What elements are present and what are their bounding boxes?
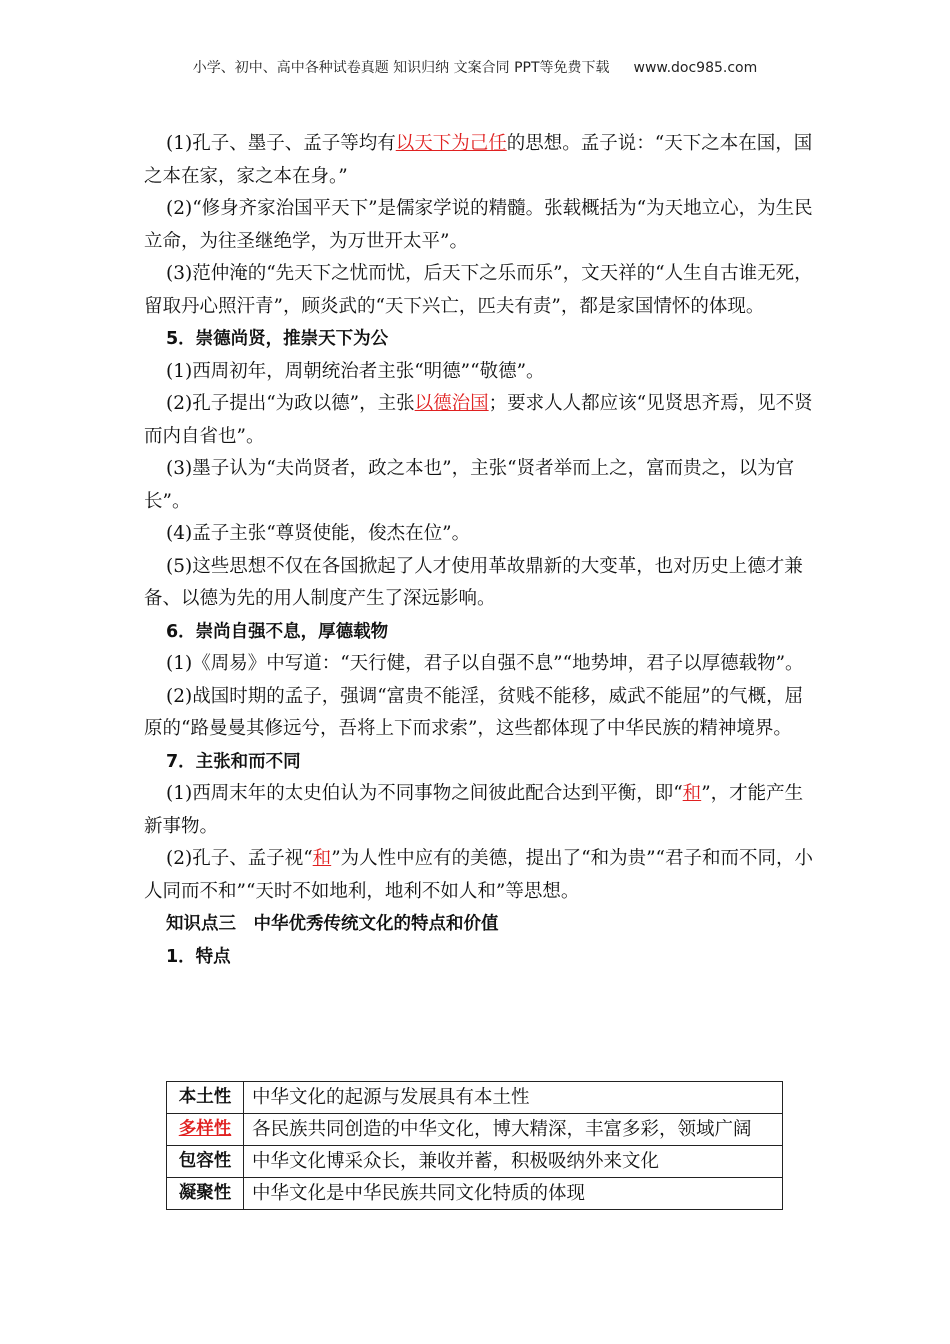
highlight-keyword: 和 — [682, 783, 702, 804]
trait-description: 中华文化博采众长，兼收并蓄，积极吸纳外来文化 — [244, 1146, 783, 1178]
header-site-link[interactable]: www.doc985.com — [633, 60, 758, 76]
section5-paragraph-2 — [144, 388, 814, 453]
section7-paragraph-1 — [144, 778, 814, 843]
trait-description: 中华文化的起源与发展具有本土性 — [244, 1082, 783, 1114]
section5-paragraph-4: (4)孟子主张“尊贤使能，俊杰在位”。 — [166, 523, 471, 544]
table-row — [167, 1082, 783, 1114]
trait-term — [167, 1114, 244, 1146]
trait-description: 各民族共同创造的中华文化，博大精深，丰富多彩，领域广阔 — [244, 1114, 783, 1146]
table-row — [167, 1146, 783, 1178]
text-segment: (1)西周末年的太史伯认为不同事物之间彼此配合达到平衡，即“ — [166, 783, 683, 804]
text-segment: (2)孔子提出“为政以德”，主张 — [166, 393, 415, 414]
section7-paragraph-2 — [144, 843, 814, 908]
section5-paragraph-3: (3)墨子认为“夫尚贤者，政之本也”，主张“贤者举而上之，富而贵之，以为官长”。 — [144, 458, 795, 512]
section6-heading: 6．崇尚自强不息，厚德载物 — [166, 621, 389, 642]
table-row — [167, 1114, 783, 1146]
trait-term: 包容性 — [167, 1146, 244, 1178]
section5-paragraph-1: (1)西周初年，周朝统治者主张“明德”“敬德”。 — [166, 360, 545, 382]
trait-term: 凝聚性 — [167, 1178, 244, 1210]
text-segment: ；要求人人都应该“见贤思齐焉，见不贤而内自省也”。 — [144, 393, 813, 447]
section4-paragraph-1 — [144, 128, 814, 193]
trait-term: 本土性 — [167, 1082, 244, 1114]
table-row — [167, 1178, 783, 1210]
highlight-keyword: 以德治国 — [414, 393, 489, 414]
text-segment: 的思想。孟子说：“天下之本在国，国之本在家，家之本在身。” — [144, 133, 813, 187]
knowledge3-subheading: 1．特点 — [166, 946, 231, 967]
traits-table — [166, 1081, 783, 1210]
section6-paragraph-1: (1)《周易》中写道：“天行健，君子以自强不息”“地势坤，君子以厚德载物”。 — [166, 653, 804, 674]
section6-paragraph-2: (2)战国时期的孟子，强调“富贵不能淫，贫贱不能移，威武不能屈”的气概，屈原的“路曼曼其修远兮，吾将上下而求索”，这些都体现了中华民族的精神境界。 — [144, 685, 804, 739]
section4-paragraph-2: (2)“修身齐家治国平天下”是儒家学说的精髓。张载概括为“为天地立心，为生民立命，为往圣继绝学，为万世开太平”。 — [144, 198, 813, 252]
text-segment: (1)孔子、墨子、孟子等均有 — [166, 133, 396, 154]
text-segment: ”为人性中应有的美德，提出了“和为贵”“君子和而不同，小人同而不和”“天时不如地利，地利不如人和”等思想。 — [144, 848, 814, 902]
section7-heading: 7．主张和而不同 — [166, 751, 301, 772]
highlight-keyword: 多样性 — [178, 1119, 232, 1139]
knowledge3-heading: 知识点三 中华优秀传统文化的特点和价值 — [166, 914, 499, 934]
page-header — [0, 57, 950, 77]
section5-paragraph-5: (5)这些思想不仅在各国掀起了人才使用革故鼎新的大变革，也对历史上德才兼备、以德为先的用人制度产生了深远影响。 — [144, 555, 803, 609]
section5-heading: 5．崇德尚贤，推崇天下为公 — [166, 329, 389, 349]
text-segment: (2)孔子、孟子视“ — [166, 848, 313, 869]
trait-description: 中华文化是中华民族共同文化特质的体现 — [244, 1178, 783, 1210]
document-body — [144, 128, 814, 973]
highlight-keyword: 以天下为己任 — [395, 133, 507, 154]
header-title: 小学、初中、高中各种试卷真题 知识归纳 文案合同 PPT等免费下载 — [192, 60, 610, 76]
highlight-keyword: 和 — [312, 848, 332, 869]
text-segment: ”，才能产生新事物。 — [144, 783, 804, 837]
section4-paragraph-3: (3)范仲淹的“先天下之忧而忧，后天下之乐而乐”，文天祥的“人生自古谁无死，留取丹心照汗青”，顾炎武的“天下兴亡，匹夫有责”，都是家国情怀的体现。 — [144, 263, 813, 317]
